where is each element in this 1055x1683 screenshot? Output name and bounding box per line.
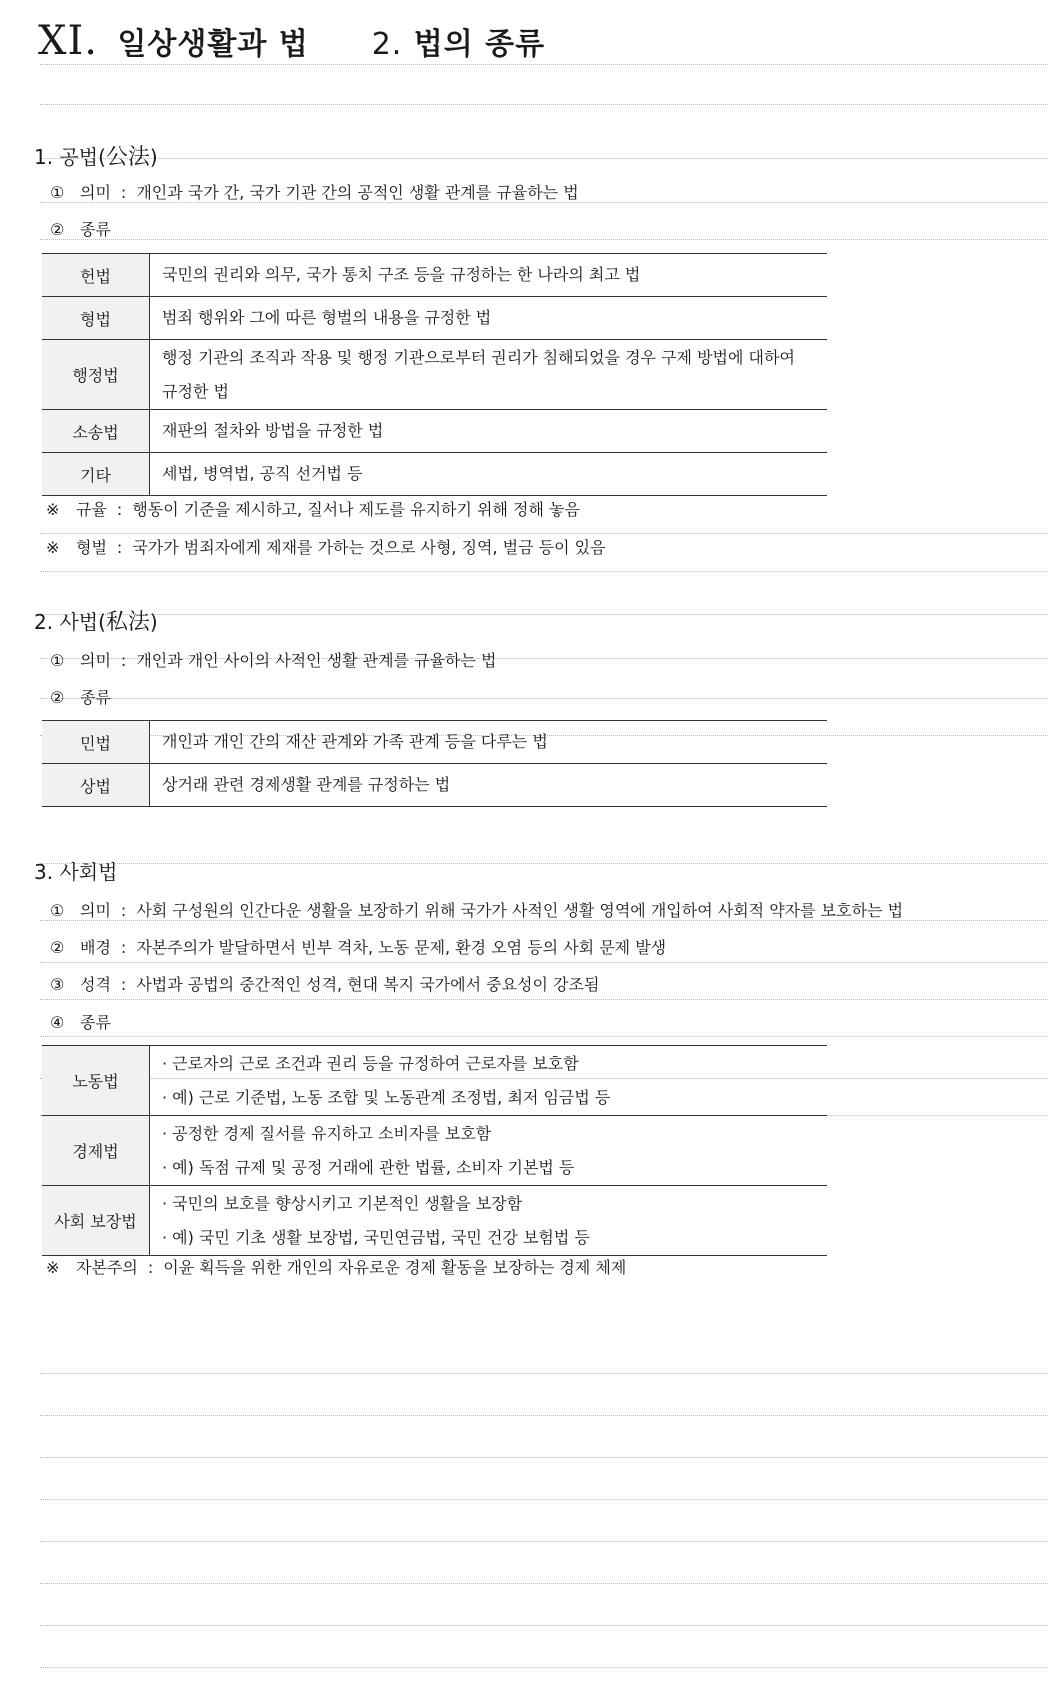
list-item: ① 의미 : 개인과 국가 간, 국가 기관 간의 공적인 생활 관계를 규율하는 법: [50, 183, 579, 202]
social-law-table: [42, 1045, 827, 1256]
list-item: ② 배경 : 자본주의가 발달하면서 빈부 격차, 노동 문제, 환경 오염 등의 사회 문제 발생: [50, 938, 667, 957]
section-number: 2.: [371, 27, 403, 62]
ruled-line: [40, 962, 1048, 963]
table-row: 민법 개인과 개인 간의 재산 관계와 가족 관계 등을 다루는 법: [42, 721, 827, 764]
list-item: ② 종류: [50, 220, 111, 239]
ruled-line: [40, 614, 1048, 615]
ruled-line: [40, 158, 1048, 159]
ruled-line: [40, 999, 1048, 1000]
table-row: 기타 세법, 병역법, 공직 선거법 등: [42, 453, 827, 496]
chapter-roman: XI.: [38, 18, 98, 64]
section-heading-social-law: 3. 사회법: [34, 860, 118, 884]
table-row: 사회 보장법 · 국민의 보호를 향상시키고 기본적인 생활을 보장함 · 예) 국민 기초 생활 보장법, 국민연금법, 국민 건강 보험법 등: [42, 1186, 827, 1256]
ruled-line: [40, 1583, 1048, 1584]
ruled-line: [40, 698, 1048, 699]
ruled-line: [40, 1541, 1048, 1542]
ruled-line: [40, 239, 1048, 240]
list-item: ① 의미 : 사회 구성원의 인간다운 생활을 보장하기 위해 국가가 사적인 생활 영역에 개입하여 사회적 약자를 보호하는 법: [50, 901, 904, 920]
section-heading-private-law: 2. 사법(私法): [34, 610, 158, 635]
note: ※ 자본주의 : 이윤 획득을 위한 개인의 자유로운 경제 활동을 보장하는 경제 체제: [46, 1258, 627, 1277]
ruled-line: [40, 1499, 1048, 1500]
ruled-line: [40, 1457, 1048, 1458]
ruled-line: [40, 1373, 1048, 1374]
ruled-line: [40, 104, 1048, 105]
table-row: 헌법 국민의 권리와 의무, 국가 통치 구조 등을 규정하는 한 나라의 최고 법: [42, 254, 827, 297]
note: ※ 형벌 : 국가가 범죄자에게 제재를 가하는 것으로 사형, 징역, 벌금 등이 있음: [46, 538, 606, 557]
page-title: [38, 18, 545, 64]
section-heading-public-law: 1. 공법(公法): [34, 145, 158, 170]
public-law-table: [42, 253, 827, 496]
chapter-title: 일상생활과 법: [117, 27, 309, 62]
private-law-table: [42, 720, 827, 807]
table-row: 형법 범죄 행위와 그에 따른 형벌의 내용을 규정한 법: [42, 297, 827, 340]
section-title: 법의 종류: [413, 27, 546, 62]
table-row: 노동법 · 근로자의 근로 조건과 권리 등을 규정하여 근로자를 보호함 · 예) 근로 기준법, 노동 조합 및 노동관계 조정법, 최저 임금법 등: [42, 1046, 827, 1116]
ruled-line: [40, 863, 1048, 864]
table-row: 경제법 · 공정한 경제 질서를 유지하고 소비자를 보호함 · 예) 독점 규제 및 공정 거래에 관한 법률, 소비자 기본법 등: [42, 1116, 827, 1186]
list-item: ① 의미 : 개인과 개인 사이의 사적인 생활 관계를 규율하는 법: [50, 651, 497, 670]
table-row: 상법 상거래 관련 경제생활 관계를 규정하는 법: [42, 764, 827, 807]
list-item: ② 종류: [50, 688, 111, 707]
ruled-line: [40, 1625, 1048, 1626]
ruled-line: [40, 1667, 1048, 1668]
table-row: 행정법 행정 기관의 조직과 작용 및 행정 기관으로부터 권리가 침해되었을 경우 구제 방법에 대하여 규정한 법: [42, 340, 827, 410]
ruled-line: [40, 1415, 1048, 1416]
ruled-line: [40, 533, 1048, 534]
list-item: ④ 종류: [50, 1013, 111, 1032]
list-item: ③ 성격 : 사법과 공법의 중간적인 성격, 현대 복지 국가에서 중요성이 강조됨: [50, 975, 600, 994]
note: ※ 규율 : 행동이 기준을 제시하고, 질서나 제도를 유지하기 위해 정해 놓음: [46, 500, 580, 519]
ruled-line: [40, 64, 1048, 65]
ruled-line: [40, 1036, 1048, 1037]
table-row: 소송법 재판의 절차와 방법을 규정한 법: [42, 410, 827, 453]
ruled-line: [40, 571, 1048, 572]
